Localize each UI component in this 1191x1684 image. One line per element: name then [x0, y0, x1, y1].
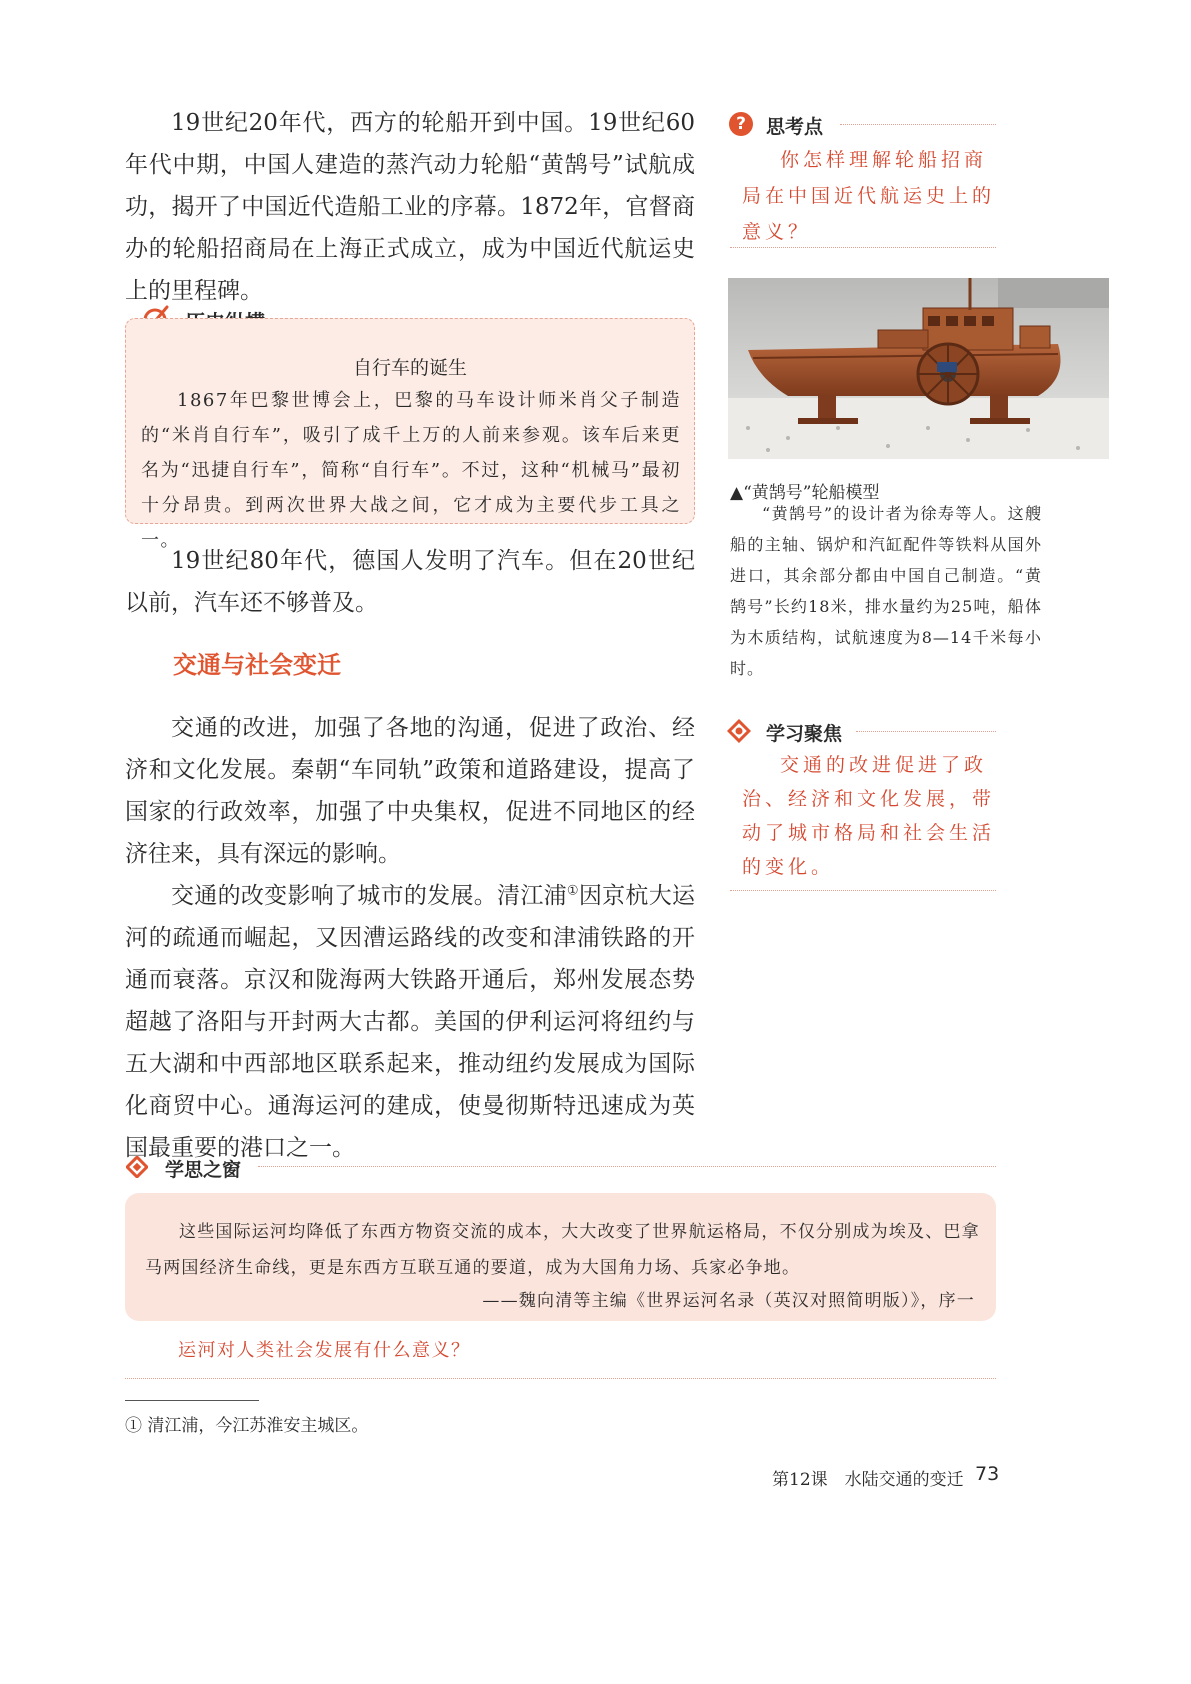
focus-label: 学习聚焦 [766, 723, 843, 745]
photo-caption-body: “黄鹄号”的设计者为徐寿等人。这艘船的主轴、锅炉和汽缸配件等铁料从国外进口，其余部分都由中国自己制造。“黄鹄号”长约18米，排水量约为25吨，船体为木质结构，试航速度为8—14千米每小时。 [730, 504, 1042, 678]
focus-text: 交通的改进促进了政治、经济和文化发展，带动了城市格局和社会生活的变化。 [742, 754, 996, 878]
think-point-text: 你怎样理解轮船招商局在中国近代航运史上的意义？ [742, 149, 996, 243]
paragraph-transport: 交通的改进，加强了各地的沟通，促进了政治、经济和文化发展。秦朝“车同轨”政策和道路建设，提高了国家的行政效率，加强了中央集权，促进不同地区的经济往来，具有深远的影响。 交通的改变影响了城市的发展。清江浦①因京杭大运河的疏通而崛起，又因漕运路线的改变和津浦铁路的开通而衰落。京汉和陇海两大铁路开通后，郑州发展态势超越了洛阳与开封两大古都。美国的伊利运河将纽约与五大湖和中西部地区联系起来，推动纽约发展成为国际化商贸中心。通海运河的建成，使曼彻斯特迅速成为英国最重要的港口之一。 [125, 707, 695, 1169]
photo-caption-title: ▲“黄鹄号”轮船模型 [730, 483, 880, 503]
divider [730, 247, 996, 248]
divider [258, 1166, 996, 1167]
window-label: 学思之窗 [165, 1159, 242, 1181]
divider [840, 124, 996, 125]
paragraph-cities: 交通的改变影响了城市的发展。清江浦①因京杭大运河的疏通而崛起，又因漕运路线的改变和津浦铁路的开通而衰落。京汉和陇海两大铁路开通后，郑州发展态势超越了洛阳与开封两大古都。美国的伊利运河将纽约与五大湖和中西部地区联系起来，推动纽约发展成为国际化商贸中心。通海运河的建成，使曼彻斯特迅速成为英国最重要的港口之一。 [125, 883, 696, 1161]
divider [730, 890, 996, 891]
footnote: ① 清江浦，今江苏淮安主城区。 [125, 1416, 369, 1436]
footnote-marker[interactable]: ① [566, 883, 579, 899]
section-title: 交通与社会变迁 [173, 651, 341, 679]
history-box-body: 1867年巴黎世博会上，巴黎的马车设计师米肖父子制造的“米肖自行车”，吸引了成千上万的人前来参观。该车后来更名为“迅捷自行车”，简称“自行车”。不过，这种“机械马”最初十分昂贵。到两次世界大战之间，它才成为主要代步工具之一。 [141, 390, 681, 551]
question-icon: ? [729, 112, 753, 136]
page-number: 73 [975, 1463, 1000, 1485]
lesson-title: 第12课 水陆交通的变迁 [772, 1470, 964, 1490]
paragraph-ships: 19世纪20年代，西方的轮船开到中国。19世纪60年代中期，中国人建造的蒸汽动力轮船“黄鹄号”试航成功，揭开了中国近代造船工业的序幕。1872年，官督商办的轮船招商局在上海正式成立，成为中国近代航运史上的里程碑。 [125, 110, 695, 304]
divider [856, 731, 996, 732]
history-box-title: 自行车的诞生 [352, 357, 467, 379]
divider [125, 1378, 996, 1379]
quote-source: ——魏向清等主编《世界运河名录（英汉对照简明版）》，序一 [482, 1291, 975, 1311]
footnote-rule [125, 1400, 259, 1401]
quote-text: 这些国际运河均降低了东西方物资交流的成本，大大改变了世界航运格局，不仅分别成为埃及、巴拿马两国经济生命线，更是东西方互联互通的要道，成为大国角力场、兵家必争地。 [145, 1222, 980, 1278]
paragraph-cars: 19世纪80年代，德国人发明了汽车。但在20世纪以前，汽车还不够普及。 [125, 548, 695, 616]
window-question: 运河对人类社会发展有什么意义？ [178, 1340, 471, 1361]
think-point-label: 思考点 [766, 116, 824, 138]
diamond-icon [126, 1156, 148, 1178]
ship-model-photo [728, 278, 1109, 459]
focus-icon [727, 719, 751, 743]
